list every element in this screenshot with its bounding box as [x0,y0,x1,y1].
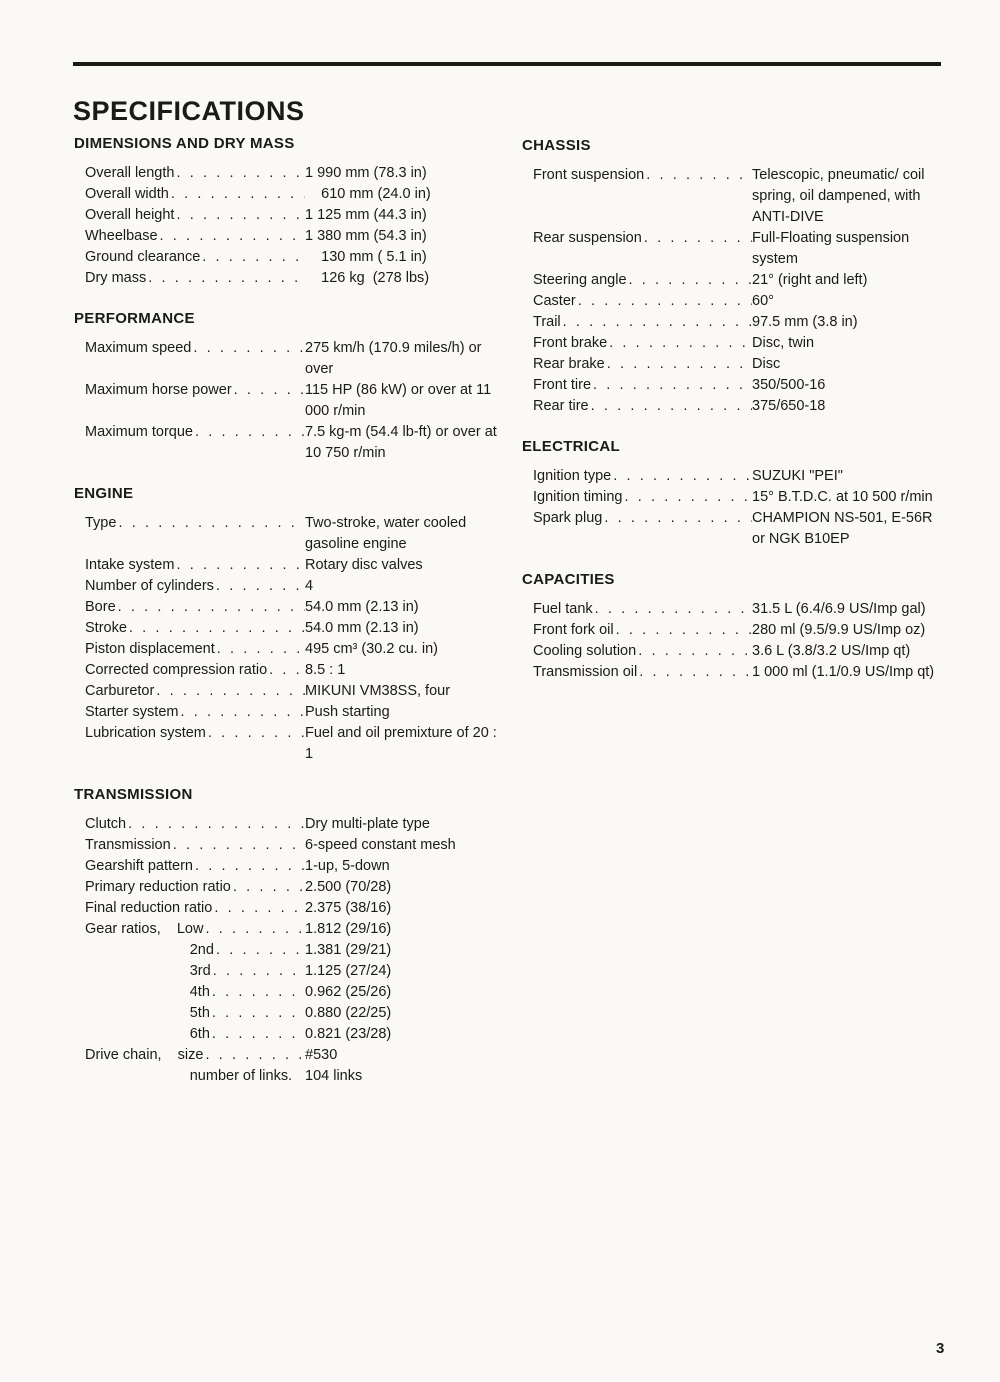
spec-row [74,814,504,835]
spec-label: Piston displacement [85,641,215,657]
spec-label: Spark plug [533,510,603,526]
spec-row [74,835,504,856]
spec-value: Dry multi-plate type [305,816,430,832]
spec-label-wrap [522,270,752,291]
spec-label: Type [85,515,117,531]
leader-dots [203,919,305,940]
leader-dots [116,513,305,555]
spec-value: 104 links [305,1068,363,1084]
spec-value: 375/650-18 [752,398,826,414]
section-capacities [522,570,952,683]
spec-row [522,662,952,683]
leader-dots [292,1066,305,1087]
spec-row [74,597,504,618]
spec-row [74,898,504,919]
spec-label-wrap [74,835,305,856]
leader-dots [212,898,305,919]
leader-dots [589,396,752,417]
spec-value: Disc [752,356,781,372]
spec-label-wrap [74,247,305,268]
spec-label-wrap [74,513,305,555]
spec-row [522,228,952,270]
leader-dots [178,702,305,723]
leader-dots [605,354,752,375]
spec-label: Caster [533,293,576,309]
spec-value: 610 mm (24.0 in) [305,186,431,202]
spec-label: Rear tire [533,398,589,414]
leader-dots [127,618,305,639]
leader-dots [158,226,305,247]
spec-label: Corrected compression ratio [85,662,268,678]
spec-label: Steering angle [533,272,627,288]
leader-dots [561,312,752,333]
spec-label-wrap [74,268,305,289]
spec-label: 2nd [85,942,214,958]
spec-row [74,513,504,555]
spec-label: Front tire [533,377,592,393]
spec-value: 350/500-16 [752,377,826,393]
spec-label-wrap [74,338,305,380]
spec-row [522,641,952,662]
leader-dots [611,466,752,487]
spec-row [74,919,504,940]
spec-value: 130 mm ( 5.1 in) [305,249,427,265]
right-column [522,136,952,703]
leader-dots [174,163,305,184]
spec-value: 280 ml (9.5/9.9 US/Imp oz) [752,622,926,638]
spec-value: 2.500 (70/28) [305,879,392,895]
top-rule [73,62,941,66]
spec-label-wrap [74,814,305,835]
spec-label: Overall width [85,186,169,202]
spec-label-wrap [74,982,305,1003]
leader-dots [622,487,752,508]
leader-dots [174,205,305,226]
spec-row [74,268,504,289]
spec-row [522,396,952,417]
leader-dots [644,165,752,228]
spec-row [74,702,504,723]
spec-label: Maximum torque [85,424,193,440]
spec-row [522,620,952,641]
spec-row [522,508,952,550]
leader-dots [200,247,305,268]
spec-label: Front suspension [533,167,645,183]
leader-dots [174,555,305,576]
section-title: TRANSMISSION [74,786,193,803]
spec-row [74,639,504,660]
spec-label-wrap [74,1003,305,1024]
spec-row [522,165,952,228]
spec-row [522,375,952,396]
spec-label: Carburetor [85,683,155,699]
spec-value: Two-stroke, water cooled gasoline engine [305,515,471,552]
spec-value: 1.125 (27/24) [305,963,392,979]
spec-row [522,270,952,291]
spec-label: Primary reduction ratio [85,879,231,895]
spec-row [74,618,504,639]
leader-dots [214,576,305,597]
spec-label: Starter system [85,704,179,720]
spec-row [74,184,504,205]
spec-row [522,312,952,333]
spec-label: Fuel tank [533,601,593,617]
spec-value: 6-speed constant mesh [305,837,456,853]
spec-label-wrap [522,375,752,396]
spec-label-wrap [74,940,305,961]
leader-dots [231,877,305,898]
spec-value: 1 990 mm (78.3 in) [305,165,427,181]
spec-value: Push starting [305,704,390,720]
spec-row [74,247,504,268]
spec-row [522,354,952,375]
spec-label-wrap [74,919,305,940]
spec-value: #530 [305,1047,338,1063]
spec-value: 1.381 (29/21) [305,942,392,958]
section-dimensions-and-dry-mass [74,134,504,289]
leader-dots [642,228,752,270]
section-title: CHASSIS [522,137,591,154]
spec-value: Rotary disc valves [305,557,423,573]
section-transmission [74,785,504,1087]
spec-label-wrap [74,1066,305,1087]
spec-label-wrap [522,599,752,620]
spec-label-wrap [74,898,305,919]
spec-label: Rear suspension [533,230,642,246]
spec-label: Ignition type [533,468,612,484]
spec-value: SUZUKI "PEI" [752,468,843,484]
leader-dots [193,856,305,877]
leader-dots [576,291,752,312]
leader-dots [210,1024,305,1045]
spec-label-wrap [74,205,305,226]
spec-value: 1 125 mm (44.3 in) [305,207,427,223]
section-title: ELECTRICAL [522,438,620,455]
spec-label-wrap [74,380,305,422]
section-title: ENGINE [74,485,134,502]
spec-value: CHAMPION NS-501, E-56R or NGK B10EP [752,510,937,547]
spec-row [74,1024,504,1045]
leader-dots [203,1045,305,1066]
spec-label: Gearshift pattern [85,858,193,874]
leader-dots [602,508,752,550]
spec-label: Maximum horse power [85,382,232,398]
spec-row [74,982,504,1003]
spec-label: Final reduction ratio [85,900,213,916]
spec-label: Lubrication system [85,725,206,741]
spec-row [74,380,504,422]
spec-label: Transmission oil [533,664,638,680]
spec-value: 21° (right and left) [752,272,868,288]
leader-dots [171,835,305,856]
page-number: 3 [936,1340,945,1357]
spec-value: 15° B.T.D.C. at 10 500 r/min [752,489,933,505]
spec-row [74,961,504,982]
spec-row [74,877,504,898]
spec-label: Front brake [533,335,608,351]
spec-label-wrap [74,961,305,982]
spec-row [74,940,504,961]
leader-dots [116,597,305,618]
spec-row [74,163,504,184]
spec-label-wrap [522,228,752,270]
spec-value: 54.0 mm (2.13 in) [305,620,419,636]
spec-row [522,333,952,354]
spec-value: 7.5 kg-m (54.4 lb-ft) or over at 10 750 r/min [305,424,501,461]
spec-label-wrap [74,1024,305,1045]
spec-label-wrap [522,466,752,487]
spec-label-wrap [74,856,305,877]
spec-label-wrap [74,555,305,576]
spec-label-wrap [74,618,305,639]
spec-value: 1-up, 5-down [305,858,390,874]
spec-label-wrap [522,641,752,662]
spec-value: 275 km/h (170.9 miles/h) or over [305,340,486,377]
spec-row [74,338,504,380]
leader-dots [627,270,752,291]
spec-value: Fuel and oil premixture of 20 : 1 [305,725,501,762]
leader-dots [210,982,305,1003]
spec-label-wrap [522,354,752,375]
section-chassis [522,136,952,417]
spec-value: 1.812 (29/16) [305,921,392,937]
spec-label-wrap [74,597,305,618]
spec-label-wrap [522,620,752,641]
leader-dots [607,333,752,354]
spec-value: 4 [305,578,314,594]
leader-dots [232,380,305,422]
spec-label-wrap [74,660,305,681]
spec-label-wrap [74,184,305,205]
spec-label: Transmission [85,837,171,853]
spec-label: Front fork oil [533,622,614,638]
spec-label: Number of cylinders [85,578,214,594]
page-title: SPECIFICATIONS [73,96,305,126]
spec-label: Gear ratios, Low [85,921,204,937]
leader-dots [193,422,305,464]
leader-dots [593,599,752,620]
spec-value: 0.962 (25/26) [305,984,392,1000]
leader-dots [191,338,305,380]
spec-label-wrap [522,312,752,333]
spec-row [74,1003,504,1024]
leader-dots [636,641,752,662]
leader-dots [637,662,752,683]
spec-label-wrap [74,702,305,723]
leader-dots [614,620,752,641]
spec-label: Wheelbase [85,228,158,244]
spec-label-wrap [74,723,305,765]
spec-row [522,466,952,487]
spec-label: Overall length [85,165,175,181]
leader-dots [126,814,305,835]
spec-value: 126 kg (278 lbs) [305,270,430,286]
spec-label-wrap [522,508,752,550]
spec-row [74,856,504,877]
section-title: CAPACITIES [522,571,615,588]
spec-label: Overall height [85,207,175,223]
spec-label: Bore [85,599,116,615]
spec-value: 3.6 L (3.8/3.2 US/Imp qt) [752,643,911,659]
spec-label: Maximum speed [85,340,192,356]
spec-label-wrap [74,877,305,898]
spec-value: 0.880 (22/25) [305,1005,392,1021]
spec-row [74,1045,504,1066]
section-electrical [522,437,952,550]
spec-value: 54.0 mm (2.13 in) [305,599,419,615]
spec-label: Clutch [85,816,127,832]
spec-value: 31.5 L (6.4/6.9 US/Imp gal) [752,601,926,617]
spec-value: 495 cm³ (30.2 cu. in) [305,641,438,657]
spec-label-wrap [74,422,305,464]
spec-value: MIKUNI VM38SS, four [305,683,451,699]
leader-dots [211,961,305,982]
spec-row [522,599,952,620]
spec-label-wrap [74,681,305,702]
spec-label-wrap [74,226,305,247]
spec-label: Cooling solution [533,643,637,659]
leader-dots [154,681,305,702]
spec-row [74,660,504,681]
spec-label: 4th [85,984,210,1000]
spec-row [522,291,952,312]
spec-value: 1 380 mm (54.3 in) [305,228,427,244]
spec-label: Intake system [85,557,175,573]
spec-label-wrap [74,639,305,660]
spec-value: 97.5 mm (3.8 in) [752,314,858,330]
spec-label-wrap [74,576,305,597]
spec-label: 5th [85,1005,210,1021]
leader-dots [146,268,305,289]
leader-dots [210,1003,305,1024]
spec-row [74,422,504,464]
spec-value: Full-Floating suspension system [752,230,914,267]
spec-value: 115 HP (86 kW) or over at 11 000 r/min [305,382,496,419]
leader-dots [206,723,305,765]
spec-label: 3rd [85,963,211,979]
spec-label-wrap [522,333,752,354]
spec-value: 0.821 (23/28) [305,1026,392,1042]
spec-label-wrap [522,396,752,417]
spec-label-wrap [74,163,305,184]
spec-label: Rear brake [533,356,605,372]
left-column [74,134,504,1107]
spec-label-wrap [522,165,752,228]
spec-label: number of links. [85,1068,293,1084]
spec-label: Dry mass [85,270,147,286]
section-performance [74,309,504,464]
section-title: PERFORMANCE [74,310,195,327]
leader-dots [267,660,305,681]
spec-row [522,487,952,508]
spec-value: Telescopic, pneumatic/ coil spring, oil dampened, with ANTI-DIVE [752,167,929,225]
spec-row [74,555,504,576]
spec-row [74,205,504,226]
spec-value: 1 000 ml (1.1/0.9 US/Imp qt) [752,664,935,680]
spec-label: Ignition timing [533,489,623,505]
spec-label: Trail [533,314,561,330]
leader-dots [214,940,305,961]
spec-label: Stroke [85,620,127,636]
spec-value: 60° [752,293,774,309]
spec-label: 6th [85,1026,210,1042]
leader-dots [591,375,752,396]
section-engine [74,484,504,765]
spec-row [74,576,504,597]
spec-label: Ground clearance [85,249,201,265]
spec-label-wrap [74,1045,305,1066]
section-title: DIMENSIONS AND DRY MASS [74,135,295,152]
spec-label-wrap [522,662,752,683]
spec-value: 2.375 (38/16) [305,900,392,916]
spec-value: Disc, twin [752,335,815,351]
leader-dots [169,184,305,205]
spec-label: Drive chain, size [85,1047,204,1063]
spec-label-wrap [522,291,752,312]
spec-label-wrap [522,487,752,508]
leader-dots [215,639,305,660]
spec-row [74,723,504,765]
spec-row [74,226,504,247]
spec-row [74,1066,504,1087]
spec-row [74,681,504,702]
spec-value: 8.5 : 1 [305,662,346,678]
